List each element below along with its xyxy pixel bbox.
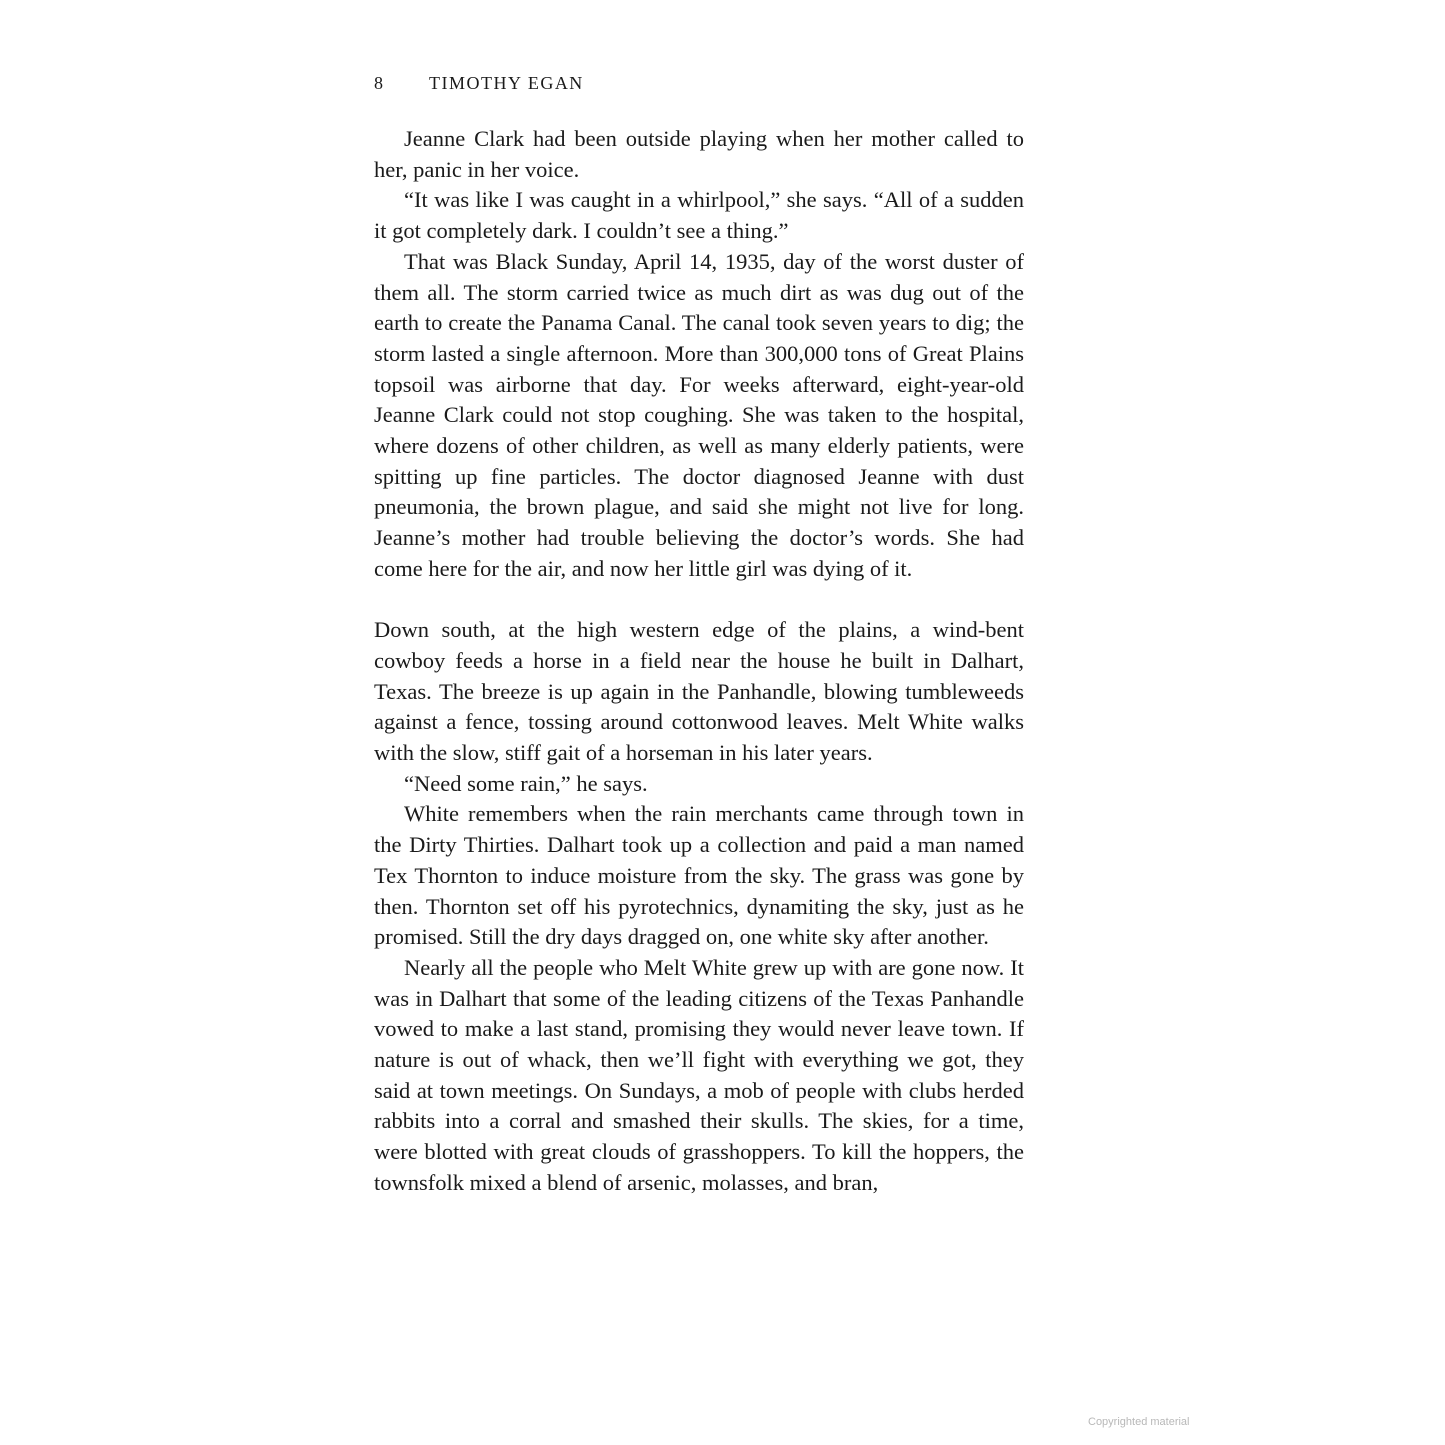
section-first-paragraph: Down south, at the high western edge of the plains, a wind-bent cowboy feeds a horse in a field near the house he built in Dalhart, Texas. The breeze is up again in the Panhandle, blowing tumbleweeds against a fence, tossing around cottonwood leaves. Melt White walks with the slow, stiff gait of a horseman in his later years. <box>374 617 1024 766</box>
copyright-notice: Copyrighted material <box>1088 1416 1190 1428</box>
paragraph: Jeanne Clark had been outside playing when her mother called to her, panic in her voice. <box>374 126 1024 182</box>
running-head-author: TIMOTHY EGAN <box>429 73 584 93</box>
paragraph: That was Black Sunday, April 14, 1935, day of the worst duster of them all. The storm carried twice as much dirt as was dug out of the earth to create the Panama Canal. The canal took seven years to dig; the storm lasted a single afternoon. More than 300,000 tons of Great Plains topsoil was airborne that day. For weeks afterward, eight-year-old Jeanne Clark could not stop coughing. She was taken to the hospital, where dozens of other children, as well as many elderly patients, were spitting up fine particles. The doctor diagnosed Jeanne with dust pneumonia, the brown plague, and said she might not live for long. Jeanne’s mother had trouble believing the doctor’s words. She had come here for the air, and now her little girl was dying of it. <box>374 248 1024 581</box>
book-page <box>374 70 1024 1199</box>
paragraph: Nearly all the people who Melt White grew up with are gone now. It was in Dalhart that some of the leading citizens of the Texas Panhandle vowed to make a last stand, promising they would never leave town. If nature is out of whack, then we’ll fight with everything we got, they said at town meetings. On Sundays, a mob of people with clubs herded rabbits into a corral and smashed their skulls. The skies, for a time, were blotted with great clouds of grasshoppers. To kill the hoppers, the townsfolk mixed a blend of arsenic, molasses, and bran, <box>374 954 1024 1195</box>
body-text <box>374 124 1024 1199</box>
running-head <box>374 70 1024 96</box>
paragraph: White remembers when the rain merchants came through town in the Dirty Thirties. Dalhart took up a collection and paid a man named Tex Thornton to induce moisture from the sky. The grass was gone by then. Thornton set off his pyrotechnics, dynamiting the sky, just as he promised. Still the dry days dragged on, one white sky after another. <box>374 801 1024 950</box>
paragraph: “It was like I was caught in a whirlpool,” she says. “All of a sudden it got completely dark. I couldn’t see a thing.” <box>374 187 1024 244</box>
page-number: 8 <box>374 73 385 93</box>
paragraph: “Need some rain,” he says. <box>404 770 648 796</box>
